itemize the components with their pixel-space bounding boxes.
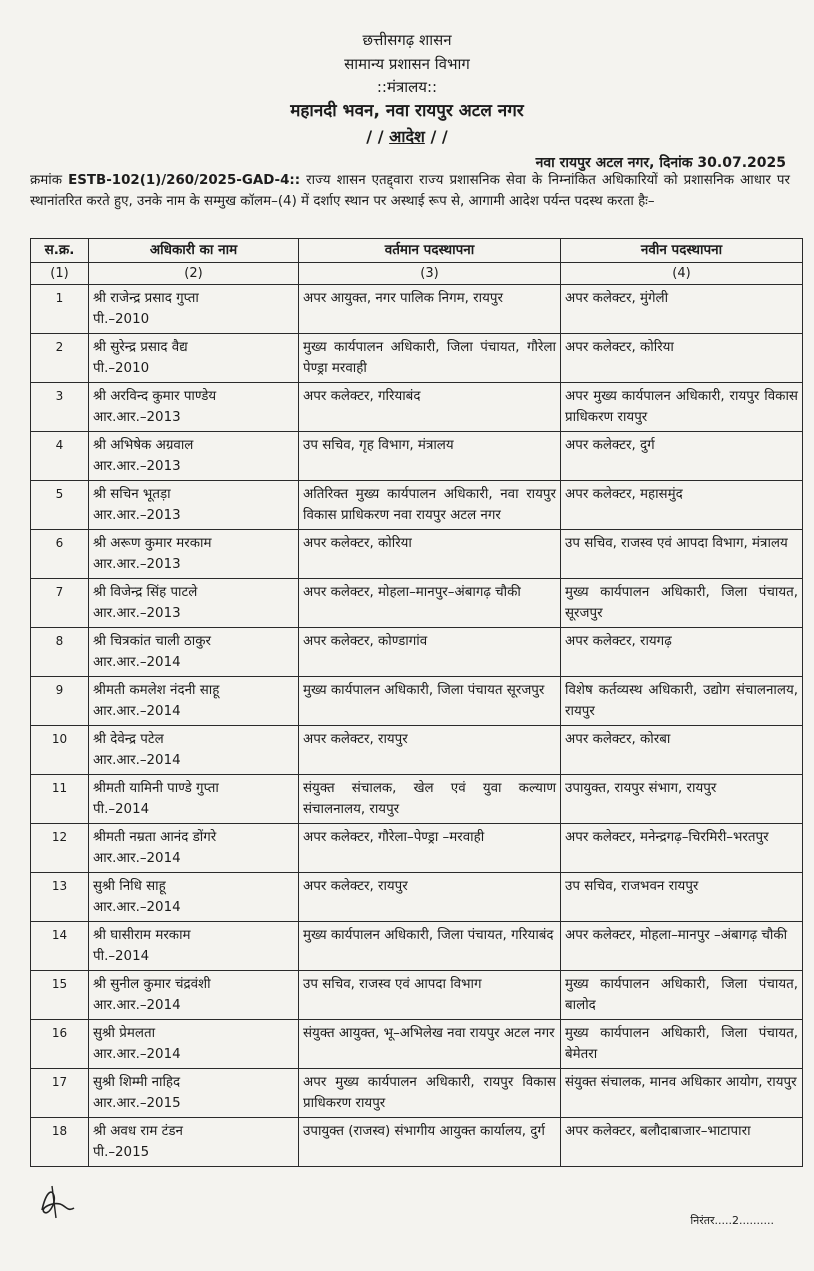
- signature-icon: [38, 1182, 78, 1222]
- officer-name: श्री घासीराम मरकाम: [93, 928, 191, 943]
- row-new-posting: अपर कलेक्टर, मुंगेली: [561, 285, 803, 334]
- row-new-posting: उप सचिव, राजभवन रायपुर: [561, 873, 803, 922]
- row-sn: 9: [31, 677, 89, 726]
- row-current-posting: उपायुक्त (राजस्व) संभागीय आयुक्त कार्यालय, दुर्ग: [299, 1118, 561, 1167]
- table-row: [31, 1020, 803, 1069]
- officer-batch: आर.आर.–2013: [93, 508, 181, 523]
- row-current-posting: संयुक्त संचालक, खेल एवं युवा कल्याण संचालनालय, रायपुर: [299, 775, 561, 824]
- row-sn: 16: [31, 1020, 89, 1069]
- row-new-posting: उप सचिव, राजस्व एवं आपदा विभाग, मंत्रालय: [561, 530, 803, 579]
- row-new-posting: मुख्य कार्यपालन अधिकारी, जिला पंचायत, बेमेतरा: [561, 1020, 803, 1069]
- row-officer: [89, 1069, 299, 1118]
- row-new-posting: संयुक्त संचालक, मानव अधिकार आयोग, रायपुर: [561, 1069, 803, 1118]
- officer-name: श्रीमती नम्रता आनंद डोंगरे: [93, 830, 217, 845]
- officer-batch: आर.आर.–2015: [93, 1096, 181, 1111]
- table-row: [31, 481, 803, 530]
- officer-name: श्री राजेन्द्र प्रसाद गुप्ता: [93, 291, 199, 306]
- order-heading-title: आदेश: [389, 127, 425, 146]
- row-sn: 4: [31, 432, 89, 481]
- row-officer: [89, 285, 299, 334]
- officer-batch: आर.आर.–2013: [93, 606, 181, 621]
- row-current-posting: अपर कलेक्टर, रायपुर: [299, 873, 561, 922]
- officer-batch: पी.–2010: [93, 361, 150, 376]
- row-new-posting: अपर कलेक्टर, दुर्ग: [561, 432, 803, 481]
- row-officer: [89, 824, 299, 873]
- row-officer: [89, 1118, 299, 1167]
- officer-batch: आर.आर.–2014: [93, 655, 181, 670]
- officer-batch: आर.आर.–2014: [93, 998, 181, 1013]
- row-sn: 8: [31, 628, 89, 677]
- table-row: [31, 775, 803, 824]
- officer-name: श्री सुनील कुमार चंद्रवंशी: [93, 977, 211, 992]
- row-officer: [89, 334, 299, 383]
- row-new-posting: मुख्य कार्यपालन अधिकारी, जिला पंचायत, बालोद: [561, 971, 803, 1020]
- continued-note: निरंतर.....2..........: [690, 1214, 774, 1227]
- officer-batch: पी.–2014: [93, 949, 150, 964]
- row-new-posting: अपर कलेक्टर, रायगढ़: [561, 628, 803, 677]
- department-title: सामान्य प्रशासन विभाग: [344, 55, 470, 73]
- order-heading: [0, 125, 814, 147]
- officer-name: श्रीमती कमलेश नंदनी साहू: [93, 683, 220, 698]
- transfer-table: [30, 238, 803, 1167]
- row-sn: 17: [31, 1069, 89, 1118]
- officer-name: श्री देवेन्द्र पटेल: [93, 732, 164, 747]
- row-new-posting: अपर कलेक्टर, बलौदाबाजार–भाटापारा: [561, 1118, 803, 1167]
- header-sn: स.क्र.: [31, 239, 89, 263]
- row-new-posting: अपर कलेक्टर, मोहला–मानपुर –अंबागढ़ चौकी: [561, 922, 803, 971]
- row-current-posting: अपर मुख्य कार्यपालन अधिकारी, रायपुर विकास प्राधिकरण रायपुर: [299, 1069, 561, 1118]
- order-heading-right: / /: [430, 127, 448, 146]
- row-current-posting: अपर कलेक्टर, रायपुर: [299, 726, 561, 775]
- row-current-posting: अपर कलेक्टर, कोण्डागांव: [299, 628, 561, 677]
- row-officer: [89, 873, 299, 922]
- row-current-posting: उप सचिव, राजस्व एवं आपदा विभाग: [299, 971, 561, 1020]
- table-row: [31, 334, 803, 383]
- colnum-1: (1): [31, 263, 89, 285]
- officer-name: श्री अरविन्द कुमार पाण्डेय: [93, 389, 217, 404]
- row-sn: 14: [31, 922, 89, 971]
- officer-name: श्री सचिन भूतड़ा: [93, 487, 171, 502]
- officer-name: सुश्री निधि साहू: [93, 879, 166, 894]
- row-current-posting: मुख्य कार्यपालन अधिकारी, जिला पंचायत सूरजपुर: [299, 677, 561, 726]
- table-row: [31, 432, 803, 481]
- row-new-posting: उपायुक्त, रायपुर संभाग, रायपुर: [561, 775, 803, 824]
- row-sn: 12: [31, 824, 89, 873]
- row-current-posting: अपर कलेक्टर, गरियाबंद: [299, 383, 561, 432]
- row-current-posting: उप सचिव, गृह विभाग, मंत्रालय: [299, 432, 561, 481]
- row-current-posting: अतिरिक्त मुख्य कार्यपालन अधिकारी, नवा रायपुर विकास प्राधिकरण नवा रायपुर अटल नगर: [299, 481, 561, 530]
- row-current-posting: अपर कलेक्टर, गौरेला–पेण्ड्रा –मरवाही: [299, 824, 561, 873]
- row-officer: [89, 432, 299, 481]
- row-officer: [89, 775, 299, 824]
- row-current-posting: अपर आयुक्त, नगर पालिक निगम, रायपुर: [299, 285, 561, 334]
- row-sn: 15: [31, 971, 89, 1020]
- officer-batch: आर.आर.–2014: [93, 753, 181, 768]
- govt-title: छत्तीसगढ़ शासन: [362, 31, 452, 49]
- order-heading-left: / /: [366, 127, 384, 146]
- header-new: नवीन पदस्थापना: [561, 239, 803, 263]
- row-sn: 13: [31, 873, 89, 922]
- header-current: वर्तमान पदस्थापना: [299, 239, 561, 263]
- officer-name: श्री चित्रकांत चाली ठाकुर: [93, 634, 211, 649]
- row-new-posting: अपर कलेक्टर, मनेन्द्रगढ़–चिरमिरी–भरतपुर: [561, 824, 803, 873]
- row-sn: 10: [31, 726, 89, 775]
- table-header-row: [31, 239, 803, 263]
- table-row: [31, 579, 803, 628]
- table-row: [31, 530, 803, 579]
- table-row: [31, 677, 803, 726]
- officer-batch: पी.–2010: [93, 312, 150, 327]
- place-date: नवा रायपुर अटल नगर, दिनांक 30.07.2025: [535, 155, 786, 171]
- row-sn: 6: [31, 530, 89, 579]
- officer-name: श्री अरूण कुमार मरकाम: [93, 536, 212, 551]
- row-officer: [89, 579, 299, 628]
- officer-batch: पी.–2015: [93, 1145, 150, 1160]
- row-current-posting: मुख्य कार्यपालन अधिकारी, जिला पंचायत, गरियाबंद: [299, 922, 561, 971]
- table-colnum-row: [31, 263, 803, 285]
- row-sn: 7: [31, 579, 89, 628]
- row-sn: 2: [31, 334, 89, 383]
- table-row: [31, 726, 803, 775]
- row-new-posting: अपर कलेक्टर, महासमुंद: [561, 481, 803, 530]
- row-officer: [89, 481, 299, 530]
- table-row: [31, 922, 803, 971]
- row-new-posting: अपर कलेक्टर, कोरबा: [561, 726, 803, 775]
- table-row: [31, 383, 803, 432]
- officer-batch: आर.आर.–2013: [93, 557, 181, 572]
- row-current-posting: अपर कलेक्टर, कोरिया: [299, 530, 561, 579]
- row-new-posting: मुख्य कार्यपालन अधिकारी, जिला पंचायत, सूरजपुर: [561, 579, 803, 628]
- officer-name: श्री अवध राम टंडन: [93, 1124, 183, 1139]
- order-number: ESTB-102(1)/260/2025-GAD-4::: [68, 173, 301, 188]
- row-sn: 11: [31, 775, 89, 824]
- officer-batch: आर.आर.–2014: [93, 1047, 181, 1062]
- table-row: [31, 1118, 803, 1167]
- officer-name: श्री अभिषेक अग्रवाल: [93, 438, 194, 453]
- officer-batch: पी.–2014: [93, 802, 150, 817]
- row-sn: 1: [31, 285, 89, 334]
- row-current-posting: संयुक्त आयुक्त, भू–अभिलेख नवा रायपुर अटल नगर: [299, 1020, 561, 1069]
- row-new-posting: विशेष कर्तव्यस्थ अधिकारी, उद्योग संचालनालय, रायपुर: [561, 677, 803, 726]
- row-current-posting: अपर कलेक्टर, मोहला–मानपुर–अंबागढ़ चौकी: [299, 579, 561, 628]
- row-officer: [89, 530, 299, 579]
- officer-name: सुश्री प्रेमलता: [93, 1026, 156, 1041]
- table-row: [31, 285, 803, 334]
- row-officer: [89, 628, 299, 677]
- order-paragraph: [30, 170, 790, 212]
- row-officer: [89, 1020, 299, 1069]
- table-row: [31, 873, 803, 922]
- ministry-title: ::मंत्रालय::: [376, 78, 438, 96]
- order-text: राज्य शासन एतद्द्वारा राज्य प्रशासनिक सेवा के निम्नांकित अधिकारियों को प्रशासनिक आधार पर स्थानांतरित करते हुए, उनके नाम के सम्मुख कॉलम–(4) में दर्शाए स्थान पर अस्थाई रूप से, आगामी आदेश पर्यन्त पदस्थ करता हैः–: [30, 173, 790, 209]
- address-line: महानदी भवन, नवा रायपुर अटल नगर: [290, 101, 524, 121]
- colnum-2: (2): [89, 263, 299, 285]
- row-officer: [89, 726, 299, 775]
- row-sn: 5: [31, 481, 89, 530]
- row-current-posting: मुख्य कार्यपालन अधिकारी, जिला पंचायत, गौरेला पेण्ड्रा मरवाही: [299, 334, 561, 383]
- row-officer: [89, 922, 299, 971]
- colnum-4: (4): [561, 263, 803, 285]
- officer-name: सुश्री शिम्मी नाहिद: [93, 1075, 181, 1090]
- officer-name: श्री सुरेन्द्र प्रसाद वैद्य: [93, 340, 188, 355]
- row-officer: [89, 677, 299, 726]
- table-row: [31, 1069, 803, 1118]
- row-sn: 18: [31, 1118, 89, 1167]
- header-name: अधिकारी का नाम: [89, 239, 299, 263]
- officer-batch: आर.आर.–2013: [93, 410, 181, 425]
- row-officer: [89, 971, 299, 1020]
- row-new-posting: अपर मुख्य कार्यपालन अधिकारी, रायपुर विकास प्राधिकरण रायपुर: [561, 383, 803, 432]
- row-new-posting: अपर कलेक्टर, कोरिया: [561, 334, 803, 383]
- officer-batch: आर.आर.–2013: [93, 459, 181, 474]
- officer-name: श्री विजेन्द्र सिंह पाटले: [93, 585, 198, 600]
- officer-name: श्रीमती यामिनी पाण्डे गुप्ता: [93, 781, 219, 796]
- officer-batch: आर.आर.–2014: [93, 704, 181, 719]
- row-officer: [89, 383, 299, 432]
- table-row: [31, 628, 803, 677]
- row-sn: 3: [31, 383, 89, 432]
- colnum-3: (3): [299, 263, 561, 285]
- table-body: [31, 285, 803, 1167]
- officer-batch: आर.आर.–2014: [93, 900, 181, 915]
- table-row: [31, 824, 803, 873]
- table-row: [31, 971, 803, 1020]
- order-prefix: क्रमांक: [30, 173, 63, 188]
- officer-batch: आर.आर.–2014: [93, 851, 181, 866]
